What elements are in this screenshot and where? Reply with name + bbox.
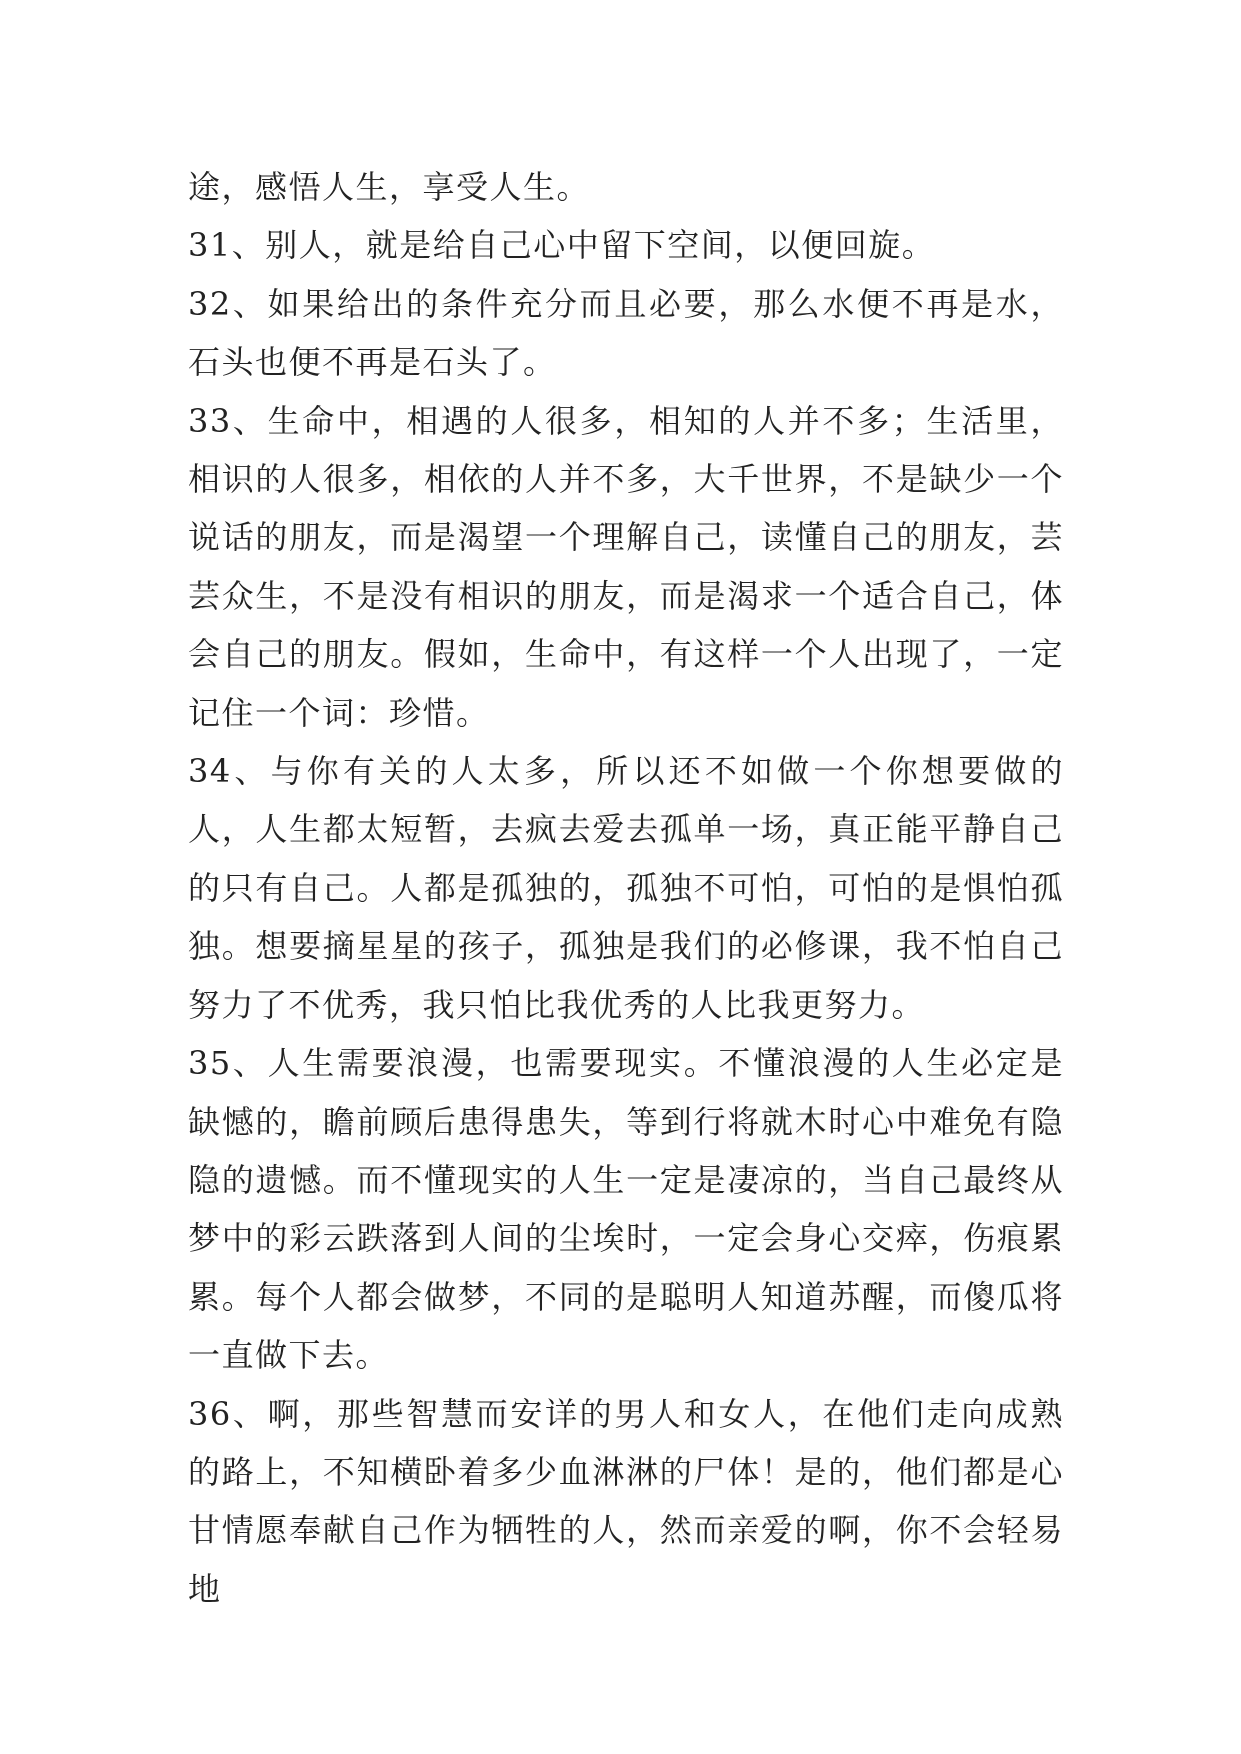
paragraph-35: 35、人生需要浪漫，也需要现实。不懂浪漫的人生必定是缺憾的，瞻前顾后患得患失，等到行将就木时心中难免有隐隐的遗憾。而不懂现实的人生一定是凄凉的，当自己最终从梦中的彩云跌落到人间的尘埃时，一定会身心交瘁，伤痕累累。每个人都会做梦，不同的是聪明人知道苏醒，而傻瓜将一直做下去。: [188, 1044, 1064, 1375]
paragraph-31: 31、别人，就是给自己心中留下空间，以便回旋。: [188, 226, 936, 265]
paragraph-36: 36、啊，那些智慧而安详的男人和女人，在他们走向成熟的路上，不知横卧着多少血淋淋的尸体！是的，他们都是心甘情愿奉献自己作为牺牲的人，然而亲爱的啊，你不会轻易地: [188, 1394, 1064, 1608]
document-body: [188, 158, 1064, 1618]
paragraph-32: 32、如果给出的条件充分而且必要，那么水便不再是水，石头也便不再是石头了。: [188, 284, 1064, 382]
paragraph-34: 34、与你有关的人太多，所以还不如做一个你想要做的人，人生都太短暂，去疯去爱去孤单一场，真正能平静自己的只有自己。人都是孤独的，孤独不可怕，可怕的是惧怕孤独。想要摘星星的孩子，孤独是我们的必修课，我不怕自己努力了不优秀，我只怕比我优秀的人比我更努力。: [188, 752, 1064, 1024]
paragraph-continuation: 途，感悟人生，享受人生。: [188, 168, 591, 206]
paragraph-33: 33、生命中，相遇的人很多，相知的人并不多；生活里，相识的人很多，相依的人并不多，大千世界，不是缺少一个说话的朋友，而是渴望一个理解自己，读懂自己的朋友，芸芸众生，不是没有相识的朋友，而是渴求一个适合自己，体会自己的朋友。假如，生命中，有这样一个人出现了，一定记住一个词：珍惜。: [188, 401, 1064, 732]
